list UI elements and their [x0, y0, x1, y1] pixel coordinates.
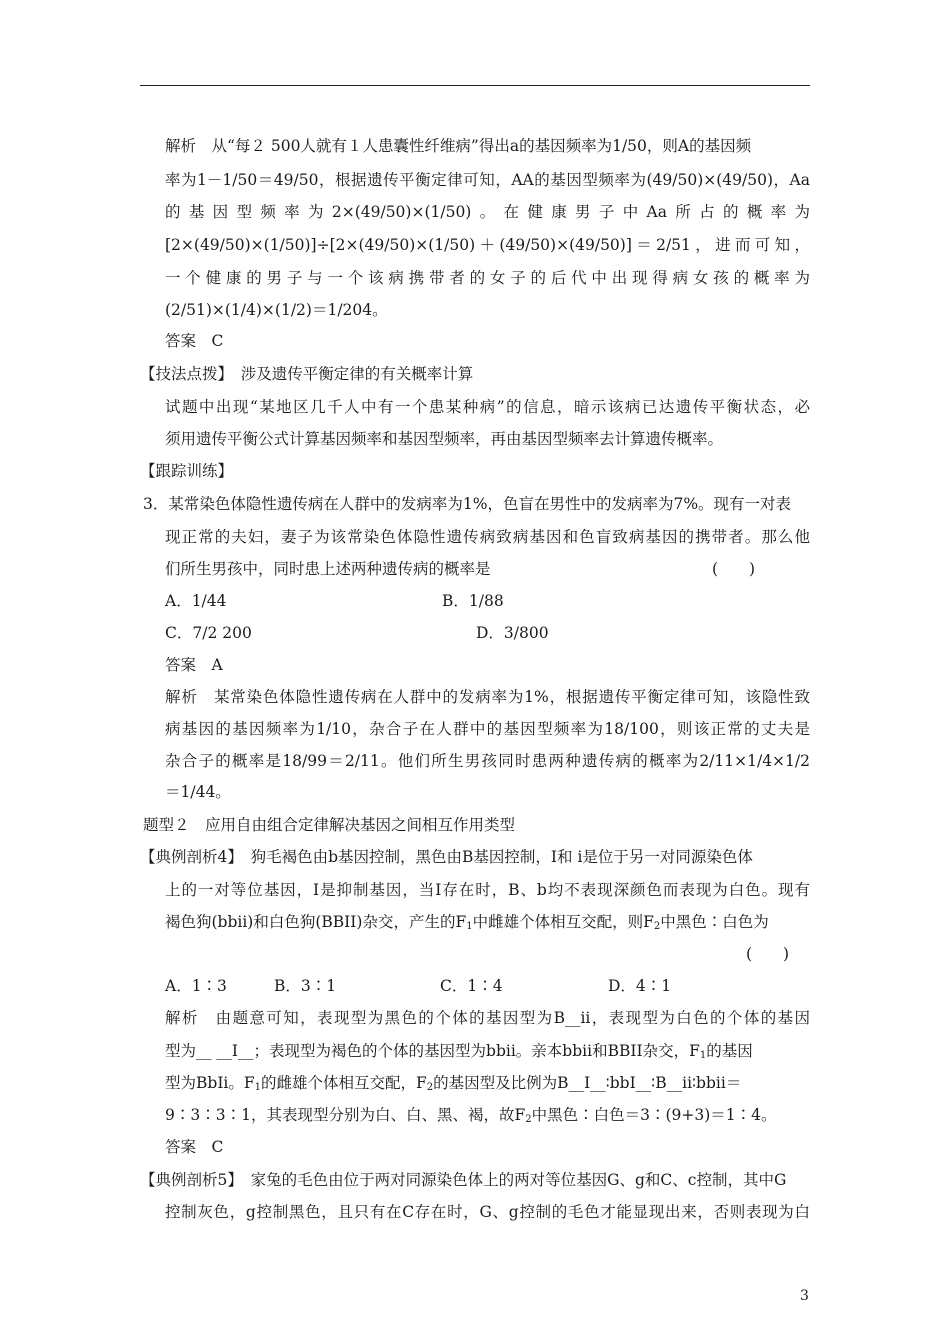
q3-option-a: A．1/44 [165, 592, 227, 610]
example4-answer: 答案 C [165, 1138, 224, 1156]
analysis-line-5: 一个健康的男子与一个该病携带者的女子的后代中出现得病女孩的概率为 [165, 269, 810, 287]
example5-line-2: 控制灰色，g控制黑色，且只有在C存在时，G、g控制的毛色才能显现出来，否则表现为白 [165, 1203, 810, 1221]
q3-answer-blank: ( ) [712, 560, 756, 578]
type2-heading: 题型２ 应用自由组合定律解决基因之间相互作用类型 [143, 816, 516, 834]
example4-option-b: B．3∶1 [274, 977, 337, 995]
example4-analysis-line-4: 9∶3∶3∶1，其表现型分别为白、白、黑、褐，故$F_2$中黑色∶白色＝3∶(9+3)＝1∶4。 [165, 1106, 777, 1125]
tech-tip-line-2: 须用遗传平衡公式计算基因频率和基因型频率，再由基因型频率去计算遗传概率。 [165, 430, 724, 448]
analysis-line-4: [2×(49/50)×(1/50)]÷[2×(49/50)×(1/50)＋(49/50)×(49/50)]＝2/51，进而可知， [165, 236, 810, 254]
page-number: 3 [800, 1288, 809, 1304]
example4-analysis-line-3: 型为BbIi。$F_1$的雌雄个体相互交配，$F_2$的基因型及比例为B__I__∶bbI__∶B__ii∶bbii＝ [165, 1074, 742, 1093]
q3-option-c: C．7/2 200 [165, 624, 252, 642]
example4-option-d: D．4∶1 [608, 977, 672, 995]
q3-analysis-line-2: 病基因的基因频率为1/10，杂合子在人群中的基因型频率为18/100，则该正常的丈夫是 [165, 720, 810, 738]
example5-line-1: 【典例剖析5】 家兔的毛色由位于两对同源染色体上的两对等位基因G、g和C、c控制，其中G [140, 1171, 787, 1189]
example4-analysis-line-1: 解析 由题意可知，表现型为黑色的个体的基因型为B__ii，表现型为白色的个体的基因 [165, 1009, 810, 1027]
answer-1: 答案 C [165, 332, 224, 350]
q3-option-b: B．1/88 [442, 592, 504, 610]
tech-tip-line-1: 试题中出现“某地区几千人中有一个患某种病”的信息，暗示该病已达遗传平衡状态，必 [165, 398, 810, 416]
q3-option-d: D．3/800 [476, 624, 549, 642]
example4-analysis-line-2: 型为__ __I__；表现型为褐色的个体的基因型为bbii。亲本bbii和BBII杂交，$F_1$的基因 [165, 1042, 753, 1061]
q3-answer: 答案 A [165, 656, 223, 674]
example4-line-3: 褐色狗(bbii)和白色狗(BBII)杂交，产生的$F_1$中雌雄个体相互交配，则$F_2$中黑色∶白色为 [165, 913, 769, 932]
practice-heading: 【跟踪训练】 [140, 462, 234, 480]
q3-line-3: 们所生男孩中，同时患上述两种遗传病的概率是 [165, 560, 491, 578]
header-rule [140, 85, 810, 86]
q3-analysis-line-4: ＝1/44。 [165, 783, 231, 801]
example4-option-a: A．1∶3 [165, 977, 227, 995]
tech-tip-heading: 【技法点拨】 涉及遗传平衡定律的有关概率计算 [140, 365, 474, 383]
analysis-line-6: (2/51)×(1/4)×(1/2)＝1/204。 [165, 301, 388, 319]
analysis-line-2: 率为1－1/50＝49/50，根据遗传平衡定律可知，AA的基因型频率为(49/50)×(49/50)，Aa [165, 171, 810, 189]
example4-option-c: C．1∶4 [440, 977, 503, 995]
example4-answer-blank: ( ) [746, 945, 790, 963]
analysis-line-1: 解析 从“每２ 500人就有１人患囊性纤维病”得出a的基因频率为1/50，则A的基因频 [165, 137, 752, 155]
q3-line-1: 3．某常染色体隐性遗传病在人群中的发病率为1%，色盲在男性中的发病率为7%。现有一对表 [143, 495, 792, 513]
q3-analysis-line-3: 杂合子的概率是18/99＝2/11。他们所生男孩同时患两种遗传病的概率为2/11×1/4×1/2 [165, 752, 810, 770]
q3-analysis-line-1: 解析 某常染色体隐性遗传病在人群中的发病率为1%，根据遗传平衡定律可知，该隐性致 [165, 688, 810, 706]
example4-line-1: 【典例剖析4】 狗毛褐色由b基因控制，黑色由B基因控制，I和 i是位于另一对同源染色体 [140, 848, 753, 866]
example4-line-2: 上的一对等位基因，I是抑制基因，当I存在时，B、b均不表现深颜色而表现为白色。现有 [165, 881, 810, 899]
q3-line-2: 现正常的夫妇，妻子为该常染色体隐性遗传病致病基因和色盲致病基因的携带者。那么他 [165, 528, 810, 546]
analysis-line-3: 的基因型频率为2×(49/50)×(1/50)。在健康男子中Aa所占的概率为 [165, 203, 810, 221]
